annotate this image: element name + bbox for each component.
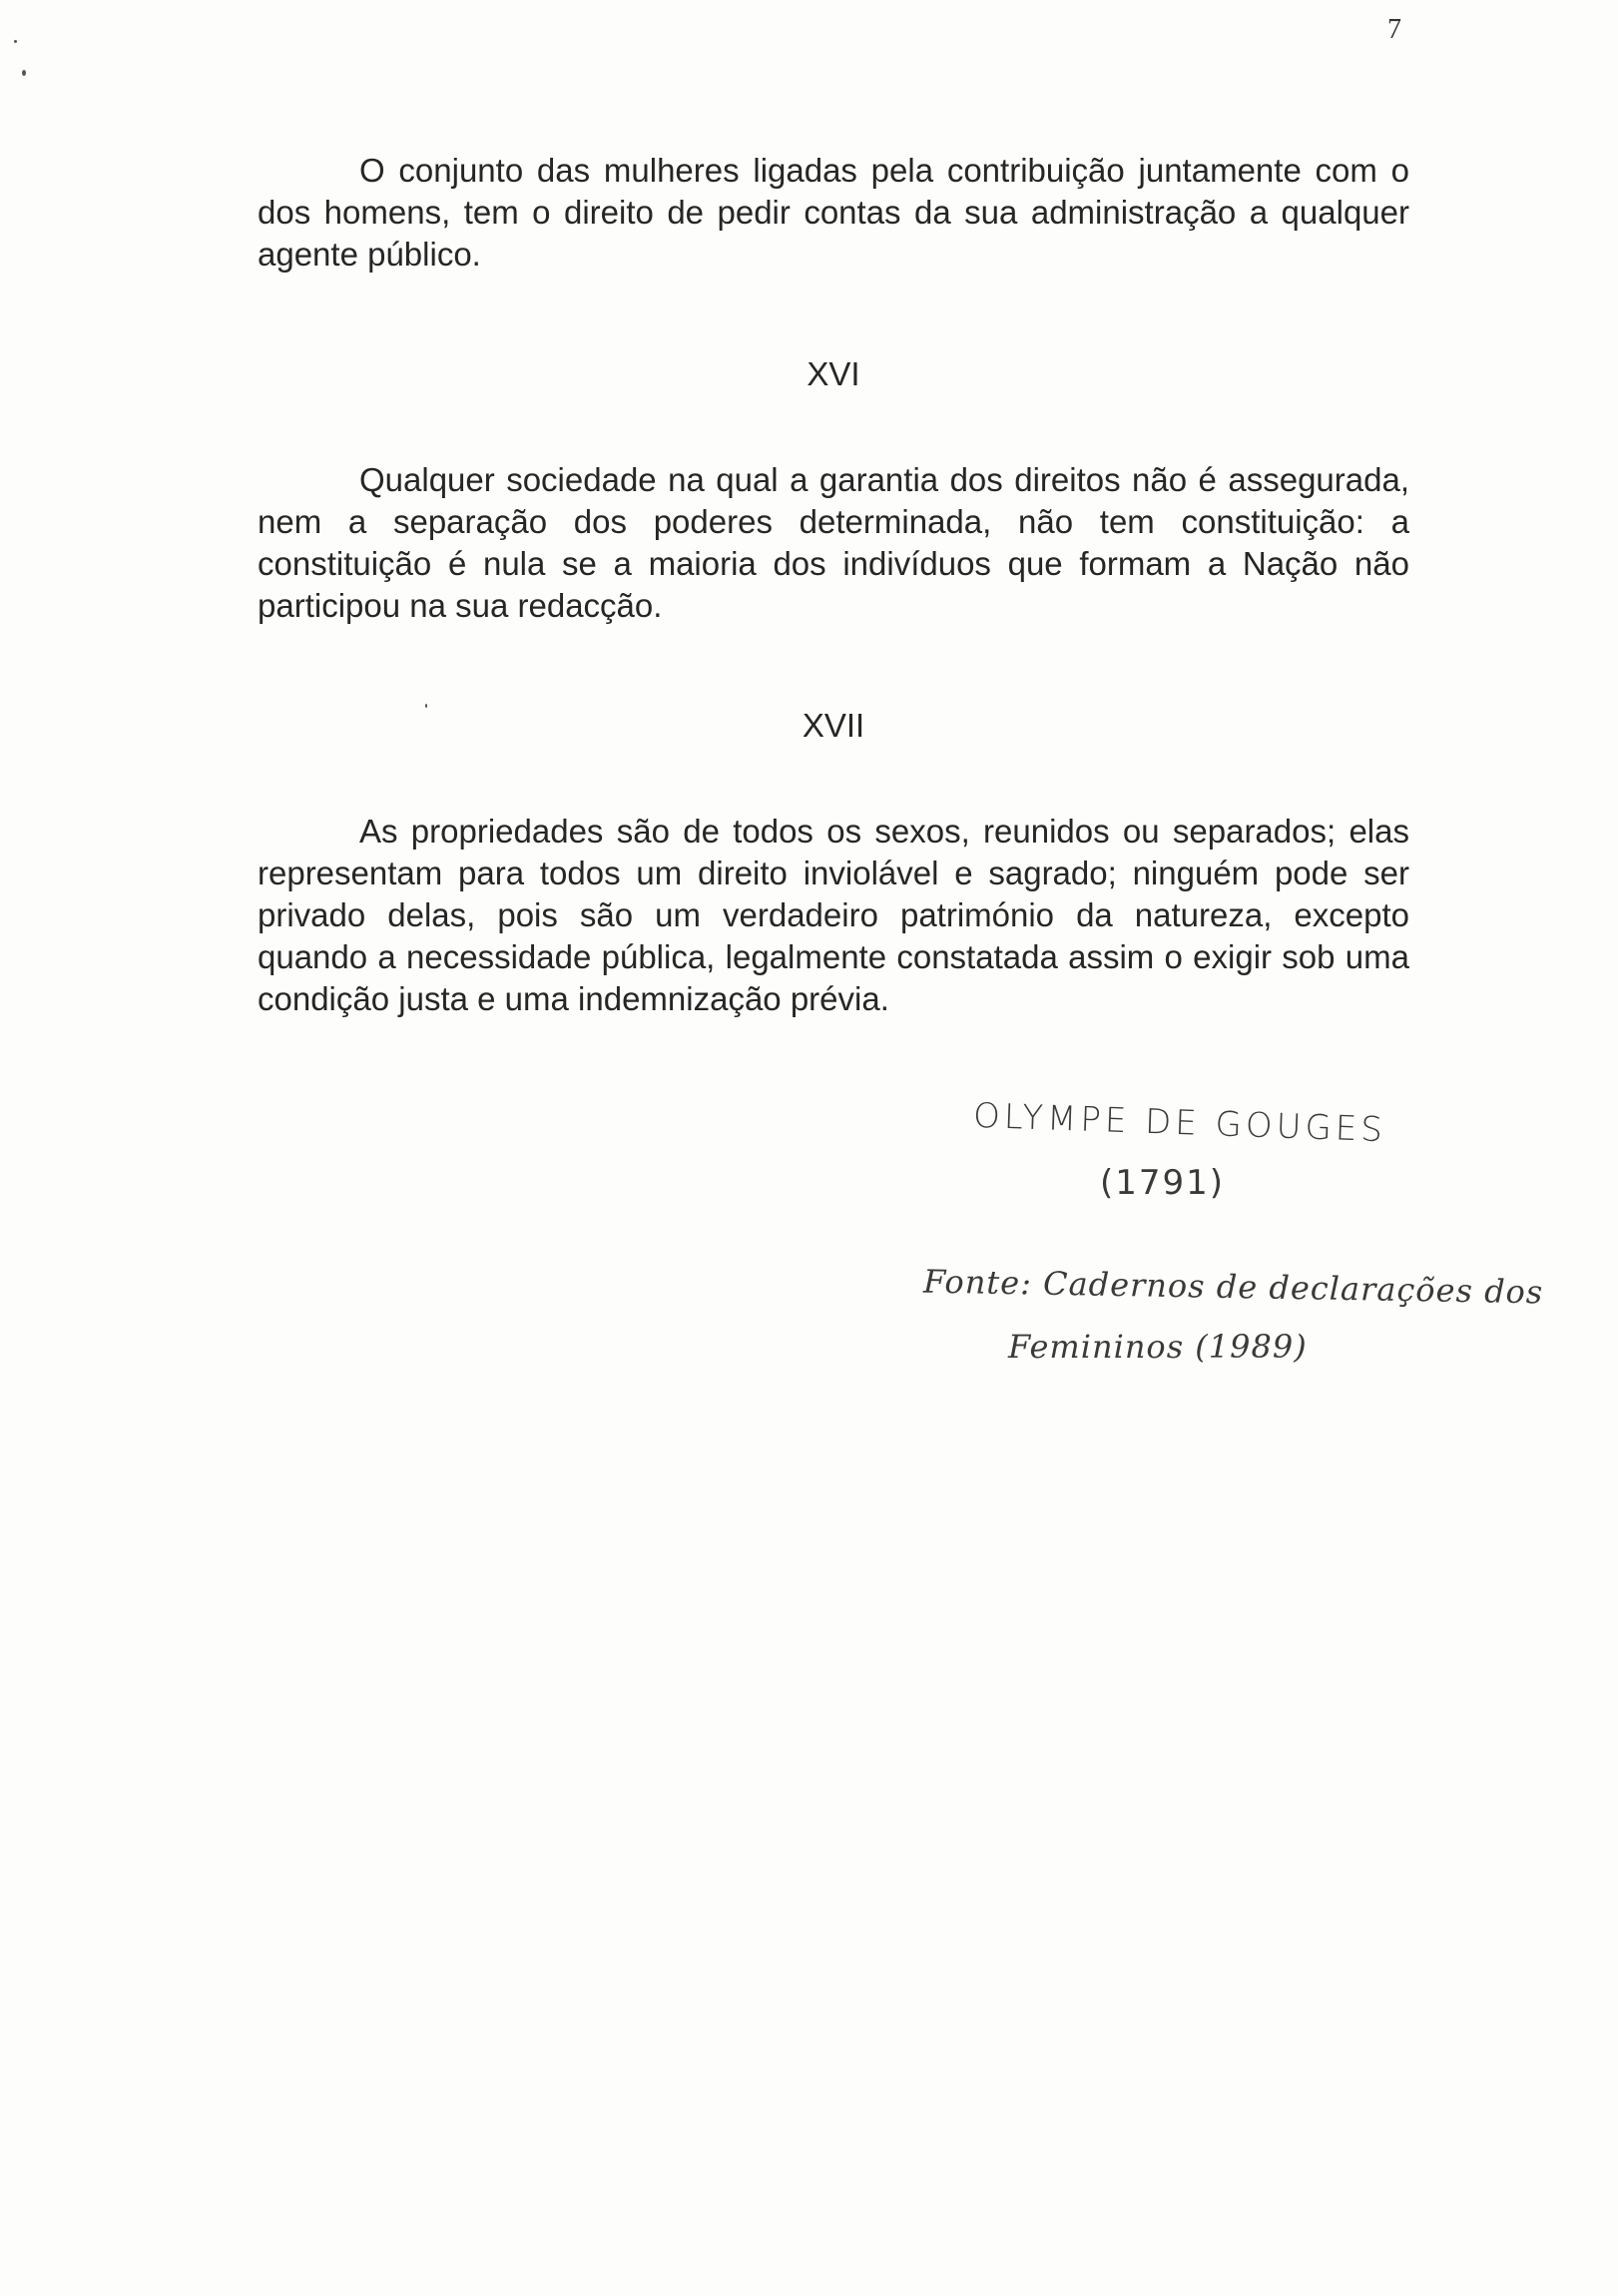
scan-speck xyxy=(425,704,427,708)
article-xvii-heading: XVII xyxy=(802,707,865,744)
article-xvii-text: As propriedades são de todos os sexos, reunidos ou separados; elas representam para todos um direito inviolável e sagrado; ninguém pode ser privado delas, pois são um verdadeiro património da natureza, excepto quando a necessidade pública, legalmente constatada assim o exigir sob uma condição justa e uma indemnização prévia. xyxy=(258,813,1409,1017)
article-xv-text: O conjunto das mulheres ligadas pela contribuição juntamente com o dos homens, tem o direito de pedir contas da sua administração a qualquer agente público. xyxy=(258,152,1409,273)
scan-speck xyxy=(22,70,26,76)
signature-year: (1791) xyxy=(1100,1163,1226,1203)
page-number: 7 xyxy=(1387,14,1401,45)
article-xvi-text: Qualquer sociedade na qual a garantia dos direitos não é assegurada, nem a separação dos poderes determinada, não tem constituição: a constituição é nula se a maioria dos indivíduos que formam a Nação não participou na sua redacção. xyxy=(258,461,1409,624)
signature-name: OLYMPE DE GOUGES xyxy=(972,1095,1387,1151)
scan-speck xyxy=(14,40,17,43)
source-note-line-2: Femininos (1989) xyxy=(1008,1328,1308,1366)
source-note-line-1: Fonte: Cadernos de declarações dos xyxy=(922,1262,1544,1312)
article-xvi-heading: XVI xyxy=(807,355,860,392)
document-body xyxy=(258,150,1409,1020)
